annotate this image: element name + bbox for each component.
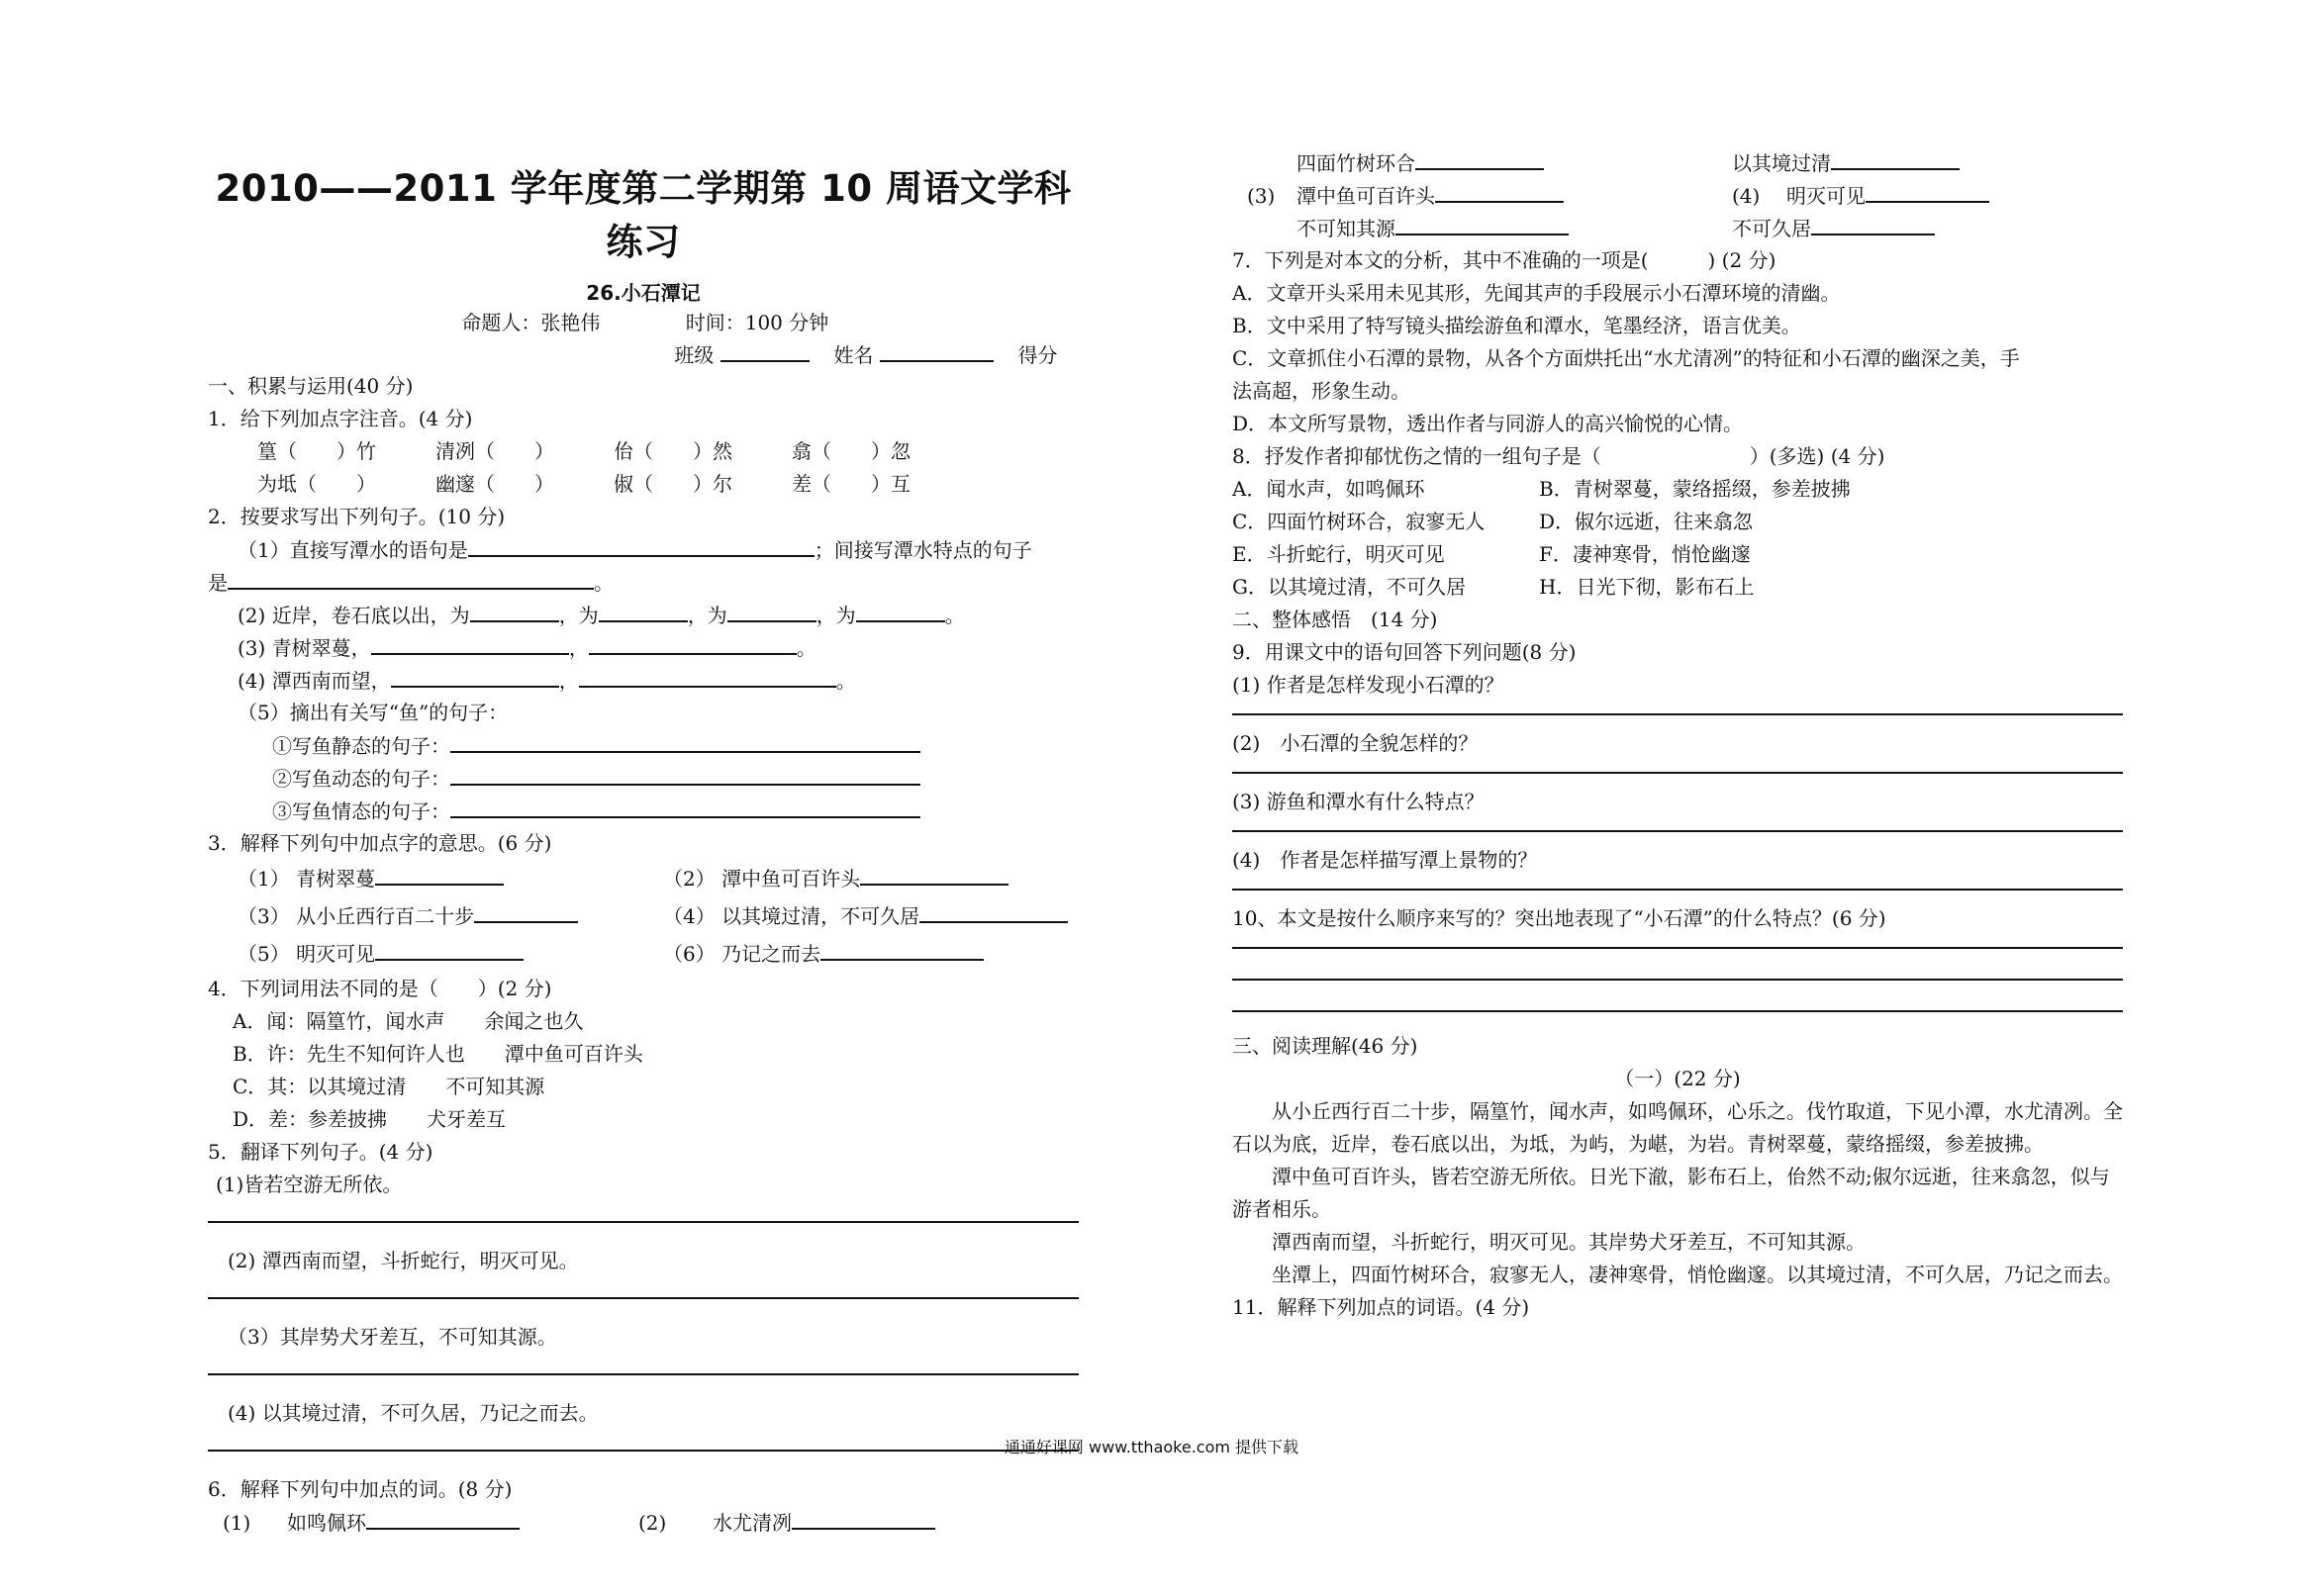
answer-blank[interactable] bbox=[919, 899, 1068, 923]
q8-text: 8．抒发作者抑郁忧伤之情的一组句子是（ bbox=[1232, 444, 1601, 468]
q3-item: （1） 青树翠蔓 bbox=[238, 867, 376, 891]
q6-num: (2) bbox=[638, 1511, 667, 1535]
answer-line[interactable] bbox=[1232, 889, 2123, 891]
q8-option: E．斗折蛇行，明灭可见 bbox=[1232, 542, 1445, 566]
answer-line[interactable] bbox=[208, 1297, 1079, 1299]
q7-option-a: A．文章开头采用未见其形，先闻其声的手段展示小石潭环境的清幽。 bbox=[1232, 281, 1841, 305]
q4-title: 4．下列词用法不同的是（ ）(2 分) bbox=[208, 977, 552, 1000]
answer-line[interactable] bbox=[1232, 947, 2123, 949]
q1-row-2 bbox=[208, 468, 1079, 501]
footer-credit: 通通好课网 www.tthaoke.com 提供下载 bbox=[1004, 1438, 1299, 1456]
punct: ， bbox=[558, 669, 579, 693]
q6-cont-row-3 bbox=[1232, 212, 2123, 244]
answer-blank[interactable] bbox=[1866, 179, 1989, 203]
name-field[interactable] bbox=[880, 338, 994, 362]
passage-para-2: 潭中鱼可百许头，皆若空游无所依。日光下澈，影布石上，佁然不动;俶尔远逝，往来翕忽，似与游者相乐。 bbox=[1232, 1165, 2110, 1221]
q4-option-text: 犬牙差互 bbox=[427, 1107, 507, 1131]
q2-1-text: （1）直接写潭水的语句是 bbox=[238, 538, 468, 562]
name-label: 姓名 bbox=[833, 343, 874, 367]
q7-option-d: D．本文所写景物，透出作者与同游人的高兴愉悦的心情。 bbox=[1232, 412, 1744, 435]
q1-item: 俶（ ）尔 bbox=[614, 472, 732, 496]
q2-5-label: ③写鱼情态的句子： bbox=[272, 799, 450, 823]
q2-2-sep: ，为 bbox=[687, 604, 727, 627]
q8-title bbox=[1232, 440, 2123, 473]
q1-item: 翕（ ）忽 bbox=[792, 439, 911, 463]
answer-line[interactable] bbox=[208, 1221, 1079, 1223]
answer-blank[interactable] bbox=[1415, 146, 1544, 170]
q3-row-1 bbox=[208, 860, 1079, 897]
answer-line[interactable] bbox=[208, 1373, 1079, 1375]
q1-row-1 bbox=[208, 435, 1079, 468]
q9-item-3: (3) 游鱼和潭水有什么特点？ bbox=[1232, 790, 1485, 813]
q6-cont-row-2 bbox=[1232, 179, 2123, 212]
q8-row-3 bbox=[1232, 538, 2123, 571]
author: 命题人：张艳伟 bbox=[461, 311, 601, 334]
answer-blank[interactable] bbox=[375, 937, 524, 961]
q8-option: B．青树翠蔓，蒙络摇缀，参差披拂 bbox=[1539, 477, 1851, 501]
q2-1 bbox=[208, 533, 1079, 566]
q6-item: 不可久居 bbox=[1732, 217, 1811, 240]
q6-item: 水尤清冽 bbox=[713, 1511, 792, 1535]
q2-1-cont bbox=[208, 566, 1079, 599]
q2-1-text-c: 是 bbox=[208, 571, 228, 595]
q1-item: 差（ ）互 bbox=[792, 472, 911, 496]
answer-blank[interactable] bbox=[450, 762, 920, 786]
q9-item-4: (4) 作者是怎样描写潭上景物的？ bbox=[1232, 848, 1538, 872]
section-3-heading: 三、阅读理解(46 分) bbox=[1232, 1034, 1418, 1058]
q5-item-4: (4) 以其境过清，不可久居，乃记之而去。 bbox=[228, 1401, 599, 1425]
q4-option-d bbox=[208, 1103, 1079, 1136]
q7-option-c: C．文章抓住小石潭的景物，从各个方面烘托出“水尤清冽”的特征和小石潭的幽深之美，手 bbox=[1232, 346, 2020, 370]
q2-2-end: 。 bbox=[944, 604, 965, 627]
q2-4 bbox=[208, 664, 1079, 697]
q4-option-text: A．闻：隔篁竹，闻水声 bbox=[233, 1009, 445, 1033]
q2-5-label: ②写鱼动态的句子： bbox=[272, 767, 450, 791]
q8-option: A．闻水声，如鸣佩环 bbox=[1232, 477, 1425, 501]
q2-5-item-2 bbox=[208, 762, 1079, 795]
q9-title: 9．用课文中的语句回答下列问题(8 分) bbox=[1232, 640, 1577, 664]
q4-option-b bbox=[208, 1038, 1079, 1071]
class-field[interactable] bbox=[720, 338, 810, 362]
q4-option-text: 不可知其源 bbox=[445, 1075, 545, 1098]
q8-option: F．凄神寒骨，悄怆幽邃 bbox=[1539, 542, 1751, 566]
q3-item: （2） 潭中鱼可百许头 bbox=[663, 867, 861, 891]
q4-option-text: C．其：以其境过清 bbox=[233, 1075, 407, 1098]
passage-para-4: 坐潭上，四面竹树环合，寂寥无人，凄神寒骨，悄怆幽邃。以其境过清，不可久居，乃记之而去。 bbox=[1272, 1263, 2123, 1286]
q5-item-1: (1)皆若空游无所依。 bbox=[216, 1173, 403, 1196]
part-1-heading: （一）(22 分) bbox=[1614, 1067, 1741, 1090]
q6-num: (4) bbox=[1732, 184, 1761, 208]
passage-para-3: 潭西南而望，斗折蛇行，明灭可见。其岸势犬牙差互，不可知其源。 bbox=[1272, 1230, 1866, 1254]
q2-5-label: ①写鱼静态的句子： bbox=[272, 734, 450, 758]
answer-line[interactable] bbox=[1232, 1010, 2123, 1012]
punct: 。 bbox=[835, 669, 856, 693]
answer-line[interactable] bbox=[1232, 979, 2123, 981]
q1-item: 佁（ ）然 bbox=[614, 439, 732, 463]
answer-blank[interactable] bbox=[579, 664, 836, 688]
q11-title: 11．解释下列加点的词语。(4 分) bbox=[1232, 1295, 1530, 1319]
page-title: 2010——2011 学年度第二学期第 10 周语文学科练习 bbox=[215, 167, 1072, 263]
q4-option-text: 潭中鱼可百许头 bbox=[504, 1042, 643, 1066]
q2-3 bbox=[208, 631, 1079, 664]
answer-blank[interactable] bbox=[820, 937, 984, 961]
q1-item: 清冽（ ） bbox=[435, 439, 554, 463]
answer-blank[interactable] bbox=[450, 795, 920, 818]
q2-2-sep: ，为 bbox=[558, 604, 599, 627]
q6-item: 明灭可见 bbox=[1786, 184, 1866, 208]
q8-row-4 bbox=[1232, 571, 2123, 604]
q10-title: 10、本文是按什么顺序来写的？突出地表现了“小石潭”的什么特点？(6 分) bbox=[1232, 906, 1886, 930]
q2-2-sep: ，为 bbox=[816, 604, 856, 627]
lesson-title: 26.小石潭记 bbox=[586, 281, 701, 305]
q4-option-a bbox=[208, 1005, 1079, 1038]
q7-option-b: B．文中采用了特写镜头描绘游鱼和潭水，笔墨经济，语言优美。 bbox=[1232, 314, 1801, 337]
q8-tail: ）(多选) (4 分) bbox=[1749, 444, 1885, 468]
answer-blank[interactable] bbox=[599, 599, 688, 622]
q3-title: 3．解释下列句中加点字的意思。(6 分) bbox=[208, 831, 552, 855]
answer-blank[interactable] bbox=[366, 1506, 520, 1530]
q6-item: 四面竹树环合 bbox=[1296, 151, 1415, 175]
q3-item: （6） 乃记之而去 bbox=[663, 942, 821, 966]
q2-2-text: (2) 近岸，卷石底以出，为 bbox=[238, 604, 470, 627]
answer-blank[interactable] bbox=[474, 899, 578, 923]
q6-row-1 bbox=[208, 1506, 1079, 1539]
q2-4-text: (4) 潭西南而望， bbox=[238, 669, 391, 693]
q8-option: G．以其境过清，不可久居 bbox=[1232, 575, 1466, 599]
q5-item-3: （3）其岸势犬牙差互，不可知其源。 bbox=[228, 1325, 557, 1349]
answer-blank[interactable] bbox=[1831, 146, 1960, 170]
q6-num: (1) bbox=[223, 1511, 251, 1535]
q4-option-text: 余闻之也久 bbox=[484, 1009, 584, 1033]
q7-option-c-cont: 法高超，形象生动。 bbox=[1232, 379, 1410, 403]
q9-item-1: (1) 作者是怎样发现小石潭的？ bbox=[1232, 673, 1504, 697]
q8-row-1 bbox=[1232, 473, 2123, 506]
q1-item: 为坻（ ） bbox=[257, 472, 376, 496]
answer-blank[interactable] bbox=[375, 862, 504, 886]
answer-blank[interactable] bbox=[391, 664, 559, 688]
q7-title: 7．下列是对本文的分析，其中不准确的一项是( ) (2 分) bbox=[1232, 248, 1776, 272]
answer-blank[interactable] bbox=[792, 1506, 935, 1530]
left-column bbox=[208, 158, 1079, 1539]
answer-line[interactable] bbox=[1232, 830, 2123, 832]
q6-num: (3) bbox=[1247, 184, 1276, 208]
q3-item: （4） 以其境过清，不可久居 bbox=[663, 904, 920, 928]
q2-5: （5）摘出有关写“鱼”的句子： bbox=[238, 701, 509, 724]
q6-title: 6．解释下列句中加点的词。(8 分) bbox=[208, 1477, 513, 1501]
q9-item-2: (2) 小石潭的全貌怎样的？ bbox=[1232, 731, 1479, 755]
q5-item-2: (2) 潭西南而望，斗折蛇行，明灭可见。 bbox=[228, 1249, 579, 1272]
answer-blank[interactable] bbox=[1435, 179, 1564, 203]
q2-title: 2．按要求写出下列句子。(10 分) bbox=[208, 505, 506, 528]
q6-item: 不可知其源 bbox=[1296, 217, 1395, 240]
answer-blank[interactable] bbox=[450, 729, 920, 753]
answer-blank[interactable] bbox=[856, 599, 945, 622]
answer-blank[interactable] bbox=[468, 533, 815, 557]
meta-line-2 bbox=[208, 338, 1079, 370]
q8-option: H．日光下彻，影布石上 bbox=[1539, 575, 1755, 599]
q2-5-item-3 bbox=[208, 795, 1079, 827]
q2-1-text-b: ；间接写潭水特点的句子 bbox=[814, 538, 1032, 562]
section-2-heading: 二、整体感悟 (14 分) bbox=[1232, 608, 1438, 631]
duration: 时间：100 分钟 bbox=[685, 311, 829, 334]
q2-5-item-1 bbox=[208, 729, 1079, 762]
answer-blank[interactable] bbox=[1811, 212, 1935, 235]
q1-title: 1．给下列加点字注音。(4 分) bbox=[208, 407, 473, 430]
q1-item: 幽邃（ ） bbox=[435, 472, 554, 496]
answer-blank[interactable] bbox=[589, 631, 797, 655]
answer-line[interactable] bbox=[1232, 713, 2123, 715]
q6-item: 如鸣佩环 bbox=[287, 1511, 366, 1535]
answer-blank[interactable] bbox=[860, 862, 1008, 886]
q2-2 bbox=[208, 599, 1079, 631]
answer-blank[interactable] bbox=[727, 599, 816, 622]
q3-row-3 bbox=[208, 935, 1079, 973]
q2-3-text: (3) 青树翠蔓， bbox=[238, 636, 371, 660]
class-label: 班级 bbox=[674, 343, 715, 367]
section-1-heading: 一、积累与运用(40 分) bbox=[208, 374, 414, 398]
q3-item: （3） 从小丘西行百二十步 bbox=[238, 904, 475, 928]
q8-row-2 bbox=[1232, 506, 2123, 538]
q6-cont-row-1 bbox=[1232, 146, 2123, 179]
right-column bbox=[1232, 146, 2123, 1324]
q1-item: 篁（ ）竹 bbox=[257, 439, 376, 463]
meta-line-1 bbox=[208, 307, 1079, 338]
answer-blank[interactable] bbox=[1395, 212, 1569, 235]
q2-1-text-d: 。 bbox=[594, 571, 614, 595]
punct: 。 bbox=[796, 636, 816, 660]
q4-option-c bbox=[208, 1071, 1079, 1103]
q4-option-text: B．许：先生不知何许人也 bbox=[233, 1042, 465, 1066]
punct: ， bbox=[568, 636, 589, 660]
q3-item: （5） 明灭可见 bbox=[238, 942, 376, 966]
q4-option-text: D．差：参差披拂 bbox=[233, 1107, 388, 1131]
answer-blank[interactable] bbox=[228, 566, 594, 590]
score-label: 得分 bbox=[1017, 343, 1058, 367]
q8-option: D．俶尔远逝，往来翕忽 bbox=[1539, 510, 1754, 533]
q6-item: 潭中鱼可百许头 bbox=[1296, 184, 1435, 208]
q8-option: C．四面竹树环合，寂寥无人 bbox=[1232, 510, 1486, 533]
q3-row-2 bbox=[208, 897, 1079, 935]
q6-item: 以其境过清 bbox=[1732, 151, 1831, 175]
answer-blank[interactable] bbox=[470, 599, 559, 622]
answer-line[interactable] bbox=[1232, 772, 2123, 774]
passage-para-1: 从小丘西行百二十步，隔篁竹，闻水声，如鸣佩环，心乐之。伐竹取道，下见小潭，水尤清冽。全石以为底，近岸，卷石底以出，为坻，为屿，为嵁，为岩。青树翠蔓，蒙络摇缀，参差披拂。 bbox=[1232, 1099, 2123, 1156]
answer-blank[interactable] bbox=[371, 631, 569, 655]
q5-title: 5．翻译下列句子。(4 分) bbox=[208, 1140, 433, 1164]
